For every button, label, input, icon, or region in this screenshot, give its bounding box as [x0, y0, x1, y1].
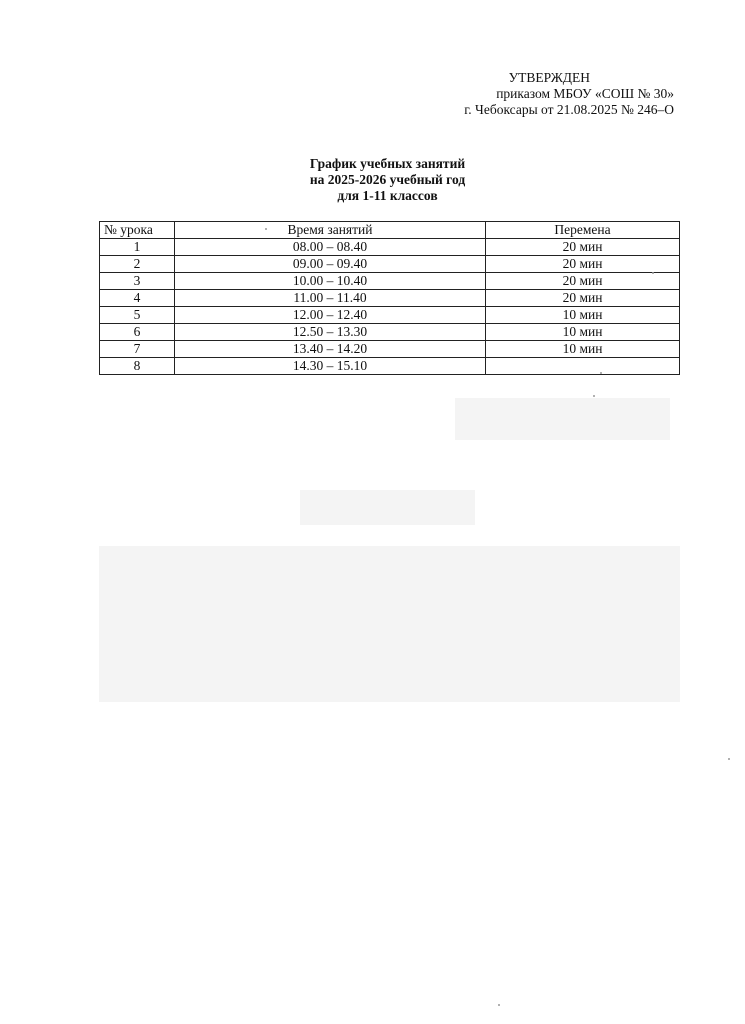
table-header-row — [100, 222, 680, 239]
lesson-number: 4 — [100, 290, 175, 307]
header-break: Перемена — [486, 222, 680, 239]
approval-stamp — [464, 70, 674, 118]
break-duration: 10 мин — [486, 324, 680, 341]
approval-date: г. Чебоксары от 21.08.2025 № 246–О — [464, 102, 674, 117]
approval-title: УТВЕРЖДЕН — [508, 70, 590, 85]
scan-speck — [265, 228, 267, 230]
table-row — [100, 239, 680, 256]
header-lesson-time: Время занятий — [175, 222, 486, 239]
lesson-time: 10.00 – 10.40 — [175, 273, 486, 290]
break-duration: 20 мин — [486, 256, 680, 273]
lesson-number: 5 — [100, 307, 175, 324]
scan-speck — [728, 758, 730, 760]
lesson-number: 1 — [100, 239, 175, 256]
approval-order: приказом МБОУ «СОШ № 30» — [496, 86, 674, 101]
lesson-time: 09.00 – 09.40 — [175, 256, 486, 273]
lesson-time: 12.00 – 12.40 — [175, 307, 486, 324]
scan-speck — [498, 1004, 500, 1006]
lesson-number: 2 — [100, 256, 175, 273]
break-duration: 10 мин — [486, 307, 680, 324]
table-row — [100, 290, 680, 307]
lesson-number: 8 — [100, 358, 175, 375]
table-row — [100, 307, 680, 324]
scan-speck — [652, 272, 654, 274]
lesson-time: 12.50 – 13.30 — [175, 324, 486, 341]
lesson-number: 6 — [100, 324, 175, 341]
lesson-time: 14.30 – 15.10 — [175, 358, 486, 375]
scan-speck — [593, 395, 595, 397]
table-row — [100, 256, 680, 273]
lesson-number: 7 — [100, 341, 175, 358]
break-duration — [486, 358, 680, 375]
lesson-time: 11.00 – 11.40 — [175, 290, 486, 307]
table-row — [100, 341, 680, 358]
header-lesson-number: № урока — [100, 222, 175, 239]
lesson-time: 13.40 – 14.20 — [175, 341, 486, 358]
table-row — [100, 273, 680, 290]
bleed-through-table — [99, 546, 680, 702]
document-title — [0, 156, 745, 204]
bleed-through-stamp — [455, 398, 670, 440]
break-duration: 20 мин — [486, 239, 680, 256]
break-duration: 20 мин — [486, 273, 680, 290]
title-line-2: на 2025-2026 учебный год — [309, 172, 466, 187]
break-duration: 10 мин — [486, 341, 680, 358]
lesson-number: 3 — [100, 273, 175, 290]
table-row — [100, 324, 680, 341]
title-line-3: для 1-11 классов — [337, 188, 438, 203]
break-duration: 20 мин — [486, 290, 680, 307]
table-row — [100, 358, 680, 375]
scan-speck — [600, 372, 602, 374]
lesson-time: 08.00 – 08.40 — [175, 239, 486, 256]
title-line-1: График учебных занятий — [309, 156, 466, 171]
bleed-through-title — [300, 490, 475, 525]
schedule-table — [99, 221, 680, 375]
